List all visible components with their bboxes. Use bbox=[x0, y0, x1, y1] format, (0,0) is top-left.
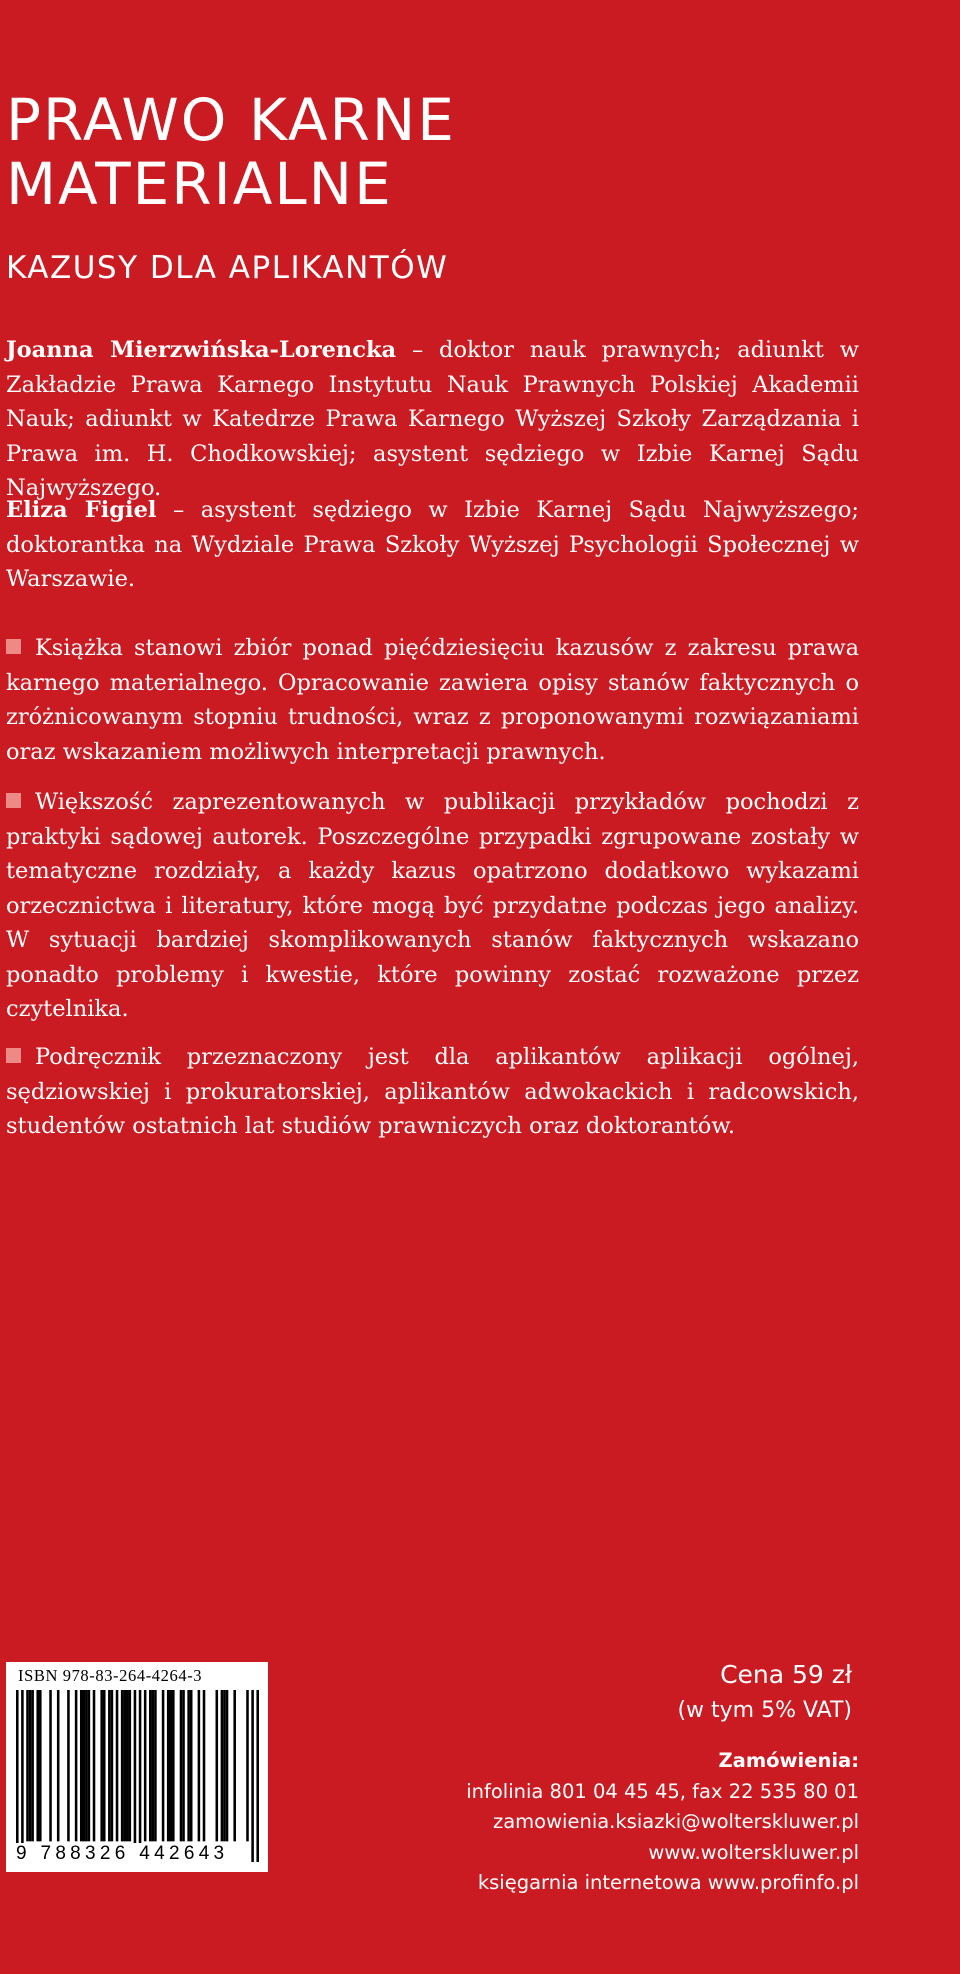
barcode-bar bbox=[256, 1690, 259, 1862]
isbn-label: ISBN 978-83-264-4264-3 bbox=[18, 1666, 203, 1685]
barcode-bar bbox=[216, 1690, 219, 1841]
barcode-bar bbox=[198, 1690, 201, 1841]
barcode-bar bbox=[246, 1690, 249, 1841]
barcode-bar bbox=[123, 1690, 126, 1841]
barcode-bar bbox=[103, 1690, 106, 1841]
barcode-bar bbox=[126, 1690, 129, 1841]
barcode-panel bbox=[6, 1662, 268, 1872]
orders-block bbox=[339, 1746, 859, 1899]
barcode-bar bbox=[221, 1690, 224, 1841]
description-text-1: Książka stanowi zbiór ponad pięćdziesięciu kazusów z zakresu prawa karnego materialnego. Opracowanie zawiera opisy stanów faktycznych o zróżnicowanym stopniu trudności, wraz z proponowanymi rozwiązaniami oraz wskazaniem możliwych interpretacji prawnych. bbox=[6, 635, 859, 765]
barcode-bar bbox=[26, 1690, 29, 1841]
barcode-bar bbox=[121, 1690, 124, 1841]
barcode-bar bbox=[203, 1690, 206, 1841]
author-name-2: Eliza Figiel bbox=[6, 497, 157, 523]
barcode-bar bbox=[93, 1690, 96, 1841]
description-text-3: Podręcznik przeznaczony jest dla aplikantów aplikacji ogólnej, sędziowskiej i prokuratorskiej, aplikantów adwokackich i radcowskich, studentów ostatnich lat studiów prawniczych oraz doktorantów. bbox=[6, 1044, 859, 1139]
barcode-bar bbox=[144, 1690, 147, 1841]
barcode-bar bbox=[57, 1690, 60, 1841]
barcode-bar bbox=[108, 1690, 111, 1841]
book-title bbox=[6, 88, 906, 216]
barcode-bar bbox=[80, 1690, 83, 1841]
book-title-line-1: PRAWO KARNE bbox=[6, 86, 456, 154]
square-bullet-icon bbox=[6, 793, 21, 808]
barcode-bar bbox=[190, 1690, 193, 1841]
barcode-bar bbox=[100, 1690, 103, 1841]
barcode-bar bbox=[111, 1690, 114, 1841]
price-vat-note: (w tym 5% VAT) bbox=[677, 1698, 852, 1723]
description-text-2: Większość zaprezentowanych w publikacji przykładów pochodzi z praktyki sądowej autorek. Poszczególne przypadki zgrupowane zostały w tematyczne rozdziały, a każdy kazus opatrzono dodatkowo wykazami orzecznictwa i literatury, które mogą być przydatne podczas jego analizy. W sytuacji bardziej skomplikowanych stanów faktycznych wskazano ponadto problemy i kwestie, które powinny zostać rozważone przez czytelnika. bbox=[6, 789, 859, 1022]
barcode-bar bbox=[169, 1690, 172, 1841]
barcode-bar bbox=[31, 1690, 34, 1841]
barcode-bar bbox=[223, 1690, 226, 1841]
barcode-bar bbox=[129, 1690, 132, 1841]
ean-digits bbox=[15, 1843, 260, 1865]
orders-phone: infolinia 801 04 45 45, fax 22 535 80 01 bbox=[466, 1779, 859, 1803]
author-name-1: Joanna Mierzwińska-Lorencka bbox=[6, 337, 397, 363]
square-bullet-icon bbox=[6, 1048, 21, 1063]
author-bio-text-1: – doktor nauk prawnych; adiunkt w Zakładzie Prawa Karnego Instytutu Nauk Prawnych Polskiej Akademii Nauk; adiunkt w Katedrze Prawa Karnego Wyższej Szkoły Zarządzania i Prawa im. H. Chodkowskiej; asystent sędziego w Izbie Karnej Sądu Najwyższego. bbox=[6, 337, 859, 501]
orders-shop: księgarnia internetowa www.profinfo.pl bbox=[477, 1871, 859, 1894]
barcode-bar bbox=[180, 1690, 183, 1841]
barcode-bar bbox=[85, 1690, 88, 1841]
barcode-bar bbox=[83, 1690, 86, 1841]
description-paragraph-1 bbox=[6, 631, 859, 769]
barcode-bar bbox=[187, 1690, 190, 1841]
orders-heading: Zamówienia: bbox=[718, 1749, 859, 1772]
description-paragraph-2 bbox=[6, 785, 859, 1027]
orders-email: zamowienia.ksiazki@wolterskluwer.pl bbox=[492, 1810, 859, 1833]
barcode-bar bbox=[16, 1690, 19, 1862]
barcode-bar bbox=[152, 1690, 155, 1841]
ean-digits-text: 9 788326 442643 bbox=[16, 1843, 229, 1864]
author-bio-1 bbox=[6, 333, 859, 506]
barcode-bar bbox=[149, 1690, 152, 1841]
barcode-bar bbox=[182, 1690, 185, 1841]
barcode-bar bbox=[29, 1690, 32, 1841]
barcode-bar bbox=[134, 1690, 137, 1862]
barcode-bar bbox=[21, 1690, 24, 1862]
barcode-bar bbox=[154, 1690, 157, 1841]
price-block bbox=[677, 1658, 852, 1730]
book-title-line-2: MATERIALNE bbox=[6, 150, 393, 218]
description-paragraph-3 bbox=[6, 1040, 859, 1144]
square-bullet-icon bbox=[6, 639, 21, 654]
barcode-bar bbox=[233, 1690, 236, 1841]
book-subtitle: KAZUSY DLA APLIKANTÓW bbox=[6, 250, 449, 286]
barcode-bar bbox=[75, 1690, 78, 1841]
barcode-bar bbox=[139, 1690, 142, 1862]
ean-barcode bbox=[16, 1690, 259, 1862]
price-amount: Cena 59 zł bbox=[720, 1660, 852, 1689]
barcode-bar bbox=[67, 1690, 70, 1841]
barcode-bar bbox=[49, 1690, 52, 1841]
author-bio-2 bbox=[6, 493, 859, 597]
barcode-bar bbox=[36, 1690, 39, 1841]
barcode-bar bbox=[167, 1690, 170, 1841]
barcode-bar bbox=[116, 1690, 119, 1841]
orders-website: www.wolterskluwer.pl bbox=[648, 1840, 859, 1864]
barcode-bar bbox=[88, 1690, 91, 1841]
barcode-bar bbox=[226, 1690, 229, 1841]
barcode-bar bbox=[162, 1690, 165, 1841]
author-bio-text-2: – asystent sędziego w Izbie Karnej Sądu Najwyższego; doktorantka na Wydziale Prawa Szkoły Wyższej Psychologii Społecznej w Warszawie. bbox=[6, 497, 859, 592]
barcode-bar bbox=[172, 1690, 175, 1841]
barcode-bar bbox=[251, 1690, 254, 1862]
barcode-bar bbox=[39, 1690, 42, 1841]
